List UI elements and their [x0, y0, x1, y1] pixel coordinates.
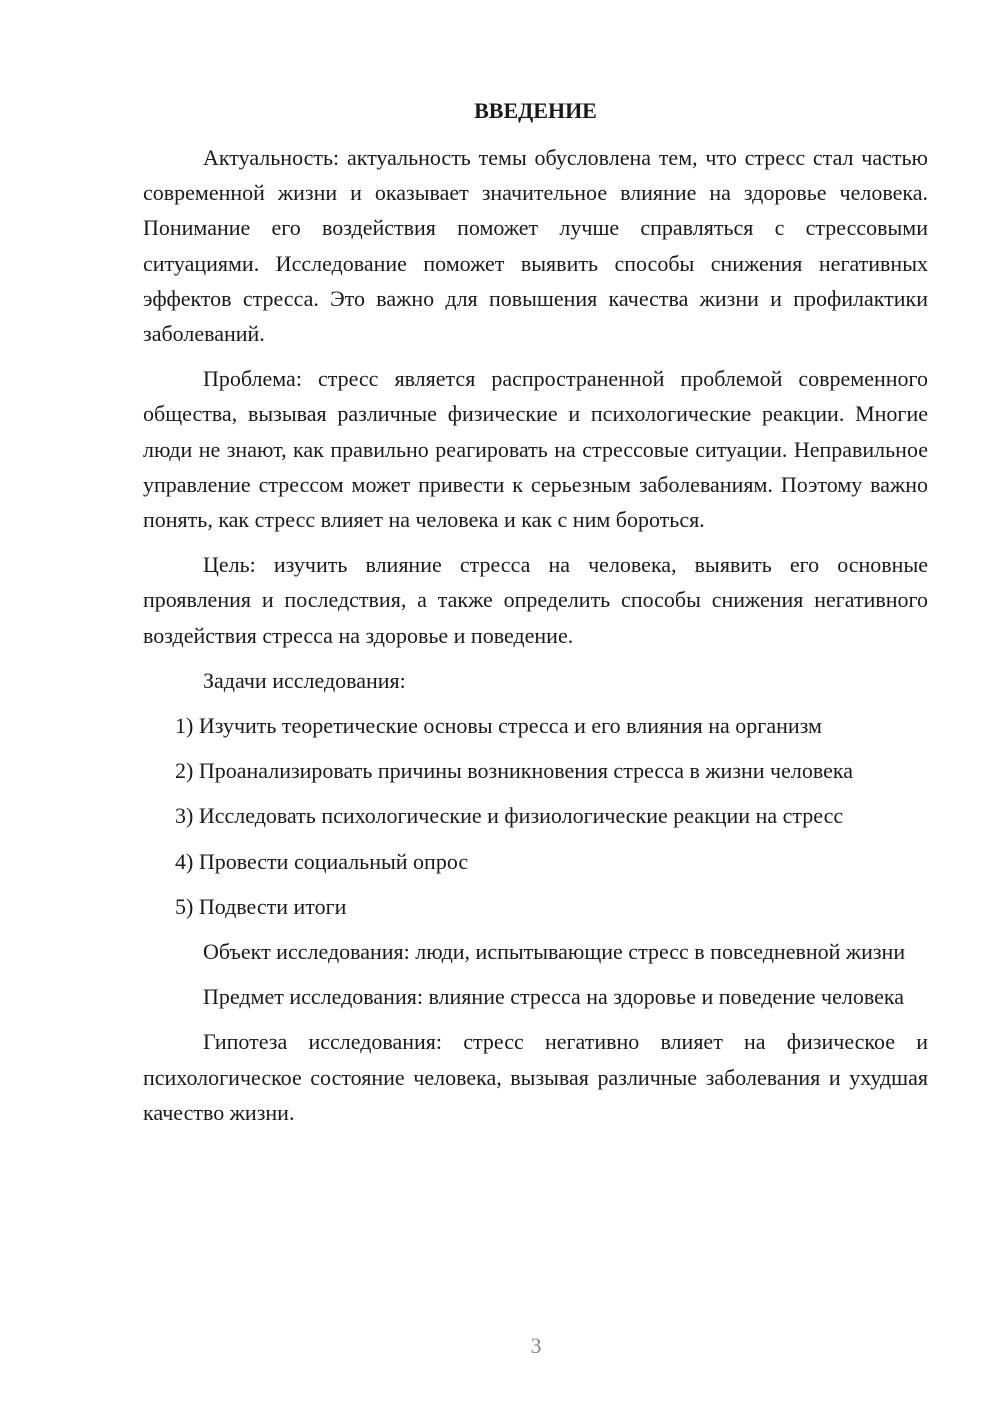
- task-item-4: 4) Провести социальный опрос: [175, 848, 469, 874]
- paragraph-subject: Предмет исследования: влияние стресса на здоровье и поведение человека: [203, 984, 904, 1010]
- task-item-2: 2) Проанализировать причины возникновения стресса в жизни человека: [175, 758, 854, 784]
- paragraph-hypothesis: Гипотеза исследования: стресс негативно влияет на физическое и психологическое состояние человека, вызывая различные заболевания и ухудшая качество жизни.: [143, 1029, 928, 1125]
- paragraph-goal: Цель: изучить влияние стресса на человека, выявить его основные проявления и последствия, а также определить способы снижения негативного воздействия стресса на здоровье и поведение.: [143, 552, 928, 648]
- body-text: [143, 140, 928, 1140]
- task-item-3: 3) Исследовать психологические и физиологические реакции на стресс: [175, 803, 844, 829]
- task-item-5: 5) Подвести итоги: [175, 893, 347, 919]
- task-item-1: 1) Изучить теоретические основы стресса и его влияния на организм: [175, 713, 822, 739]
- paragraph-tasks-heading: Задачи исследования:: [203, 667, 406, 693]
- paragraph-relevance: Актуальность: актуальность темы обусловлена тем, что стресс стал частью современной жизни и оказывает значительное влияние на здоровье человека. Понимание его воздействия поможет лучше справляться с стрессовыми ситуациями. Исследование поможет выявить способы снижения негативных эффектов стресса. Это важно для повышения качества жизни и профилактики заболеваний.: [143, 145, 928, 347]
- paragraph-problem: Проблема: стресс является распространенной проблемой современного общества, вызывая различные физические и психологические реакции. Многие люди не знают, как правильно реагировать на стрессовые ситуации. Неправильное управление стрессом может привести к серьезным заболеваниям. Поэтому важно понять, как стресс влияет на человека и как с ним бороться.: [143, 366, 928, 533]
- paragraph-object: Объект исследования: люди, испытывающие стресс в повседневной жизни: [203, 939, 906, 965]
- section-heading: ВВЕДЕНИЕ: [474, 98, 597, 123]
- page-number: 3: [530, 1333, 542, 1358]
